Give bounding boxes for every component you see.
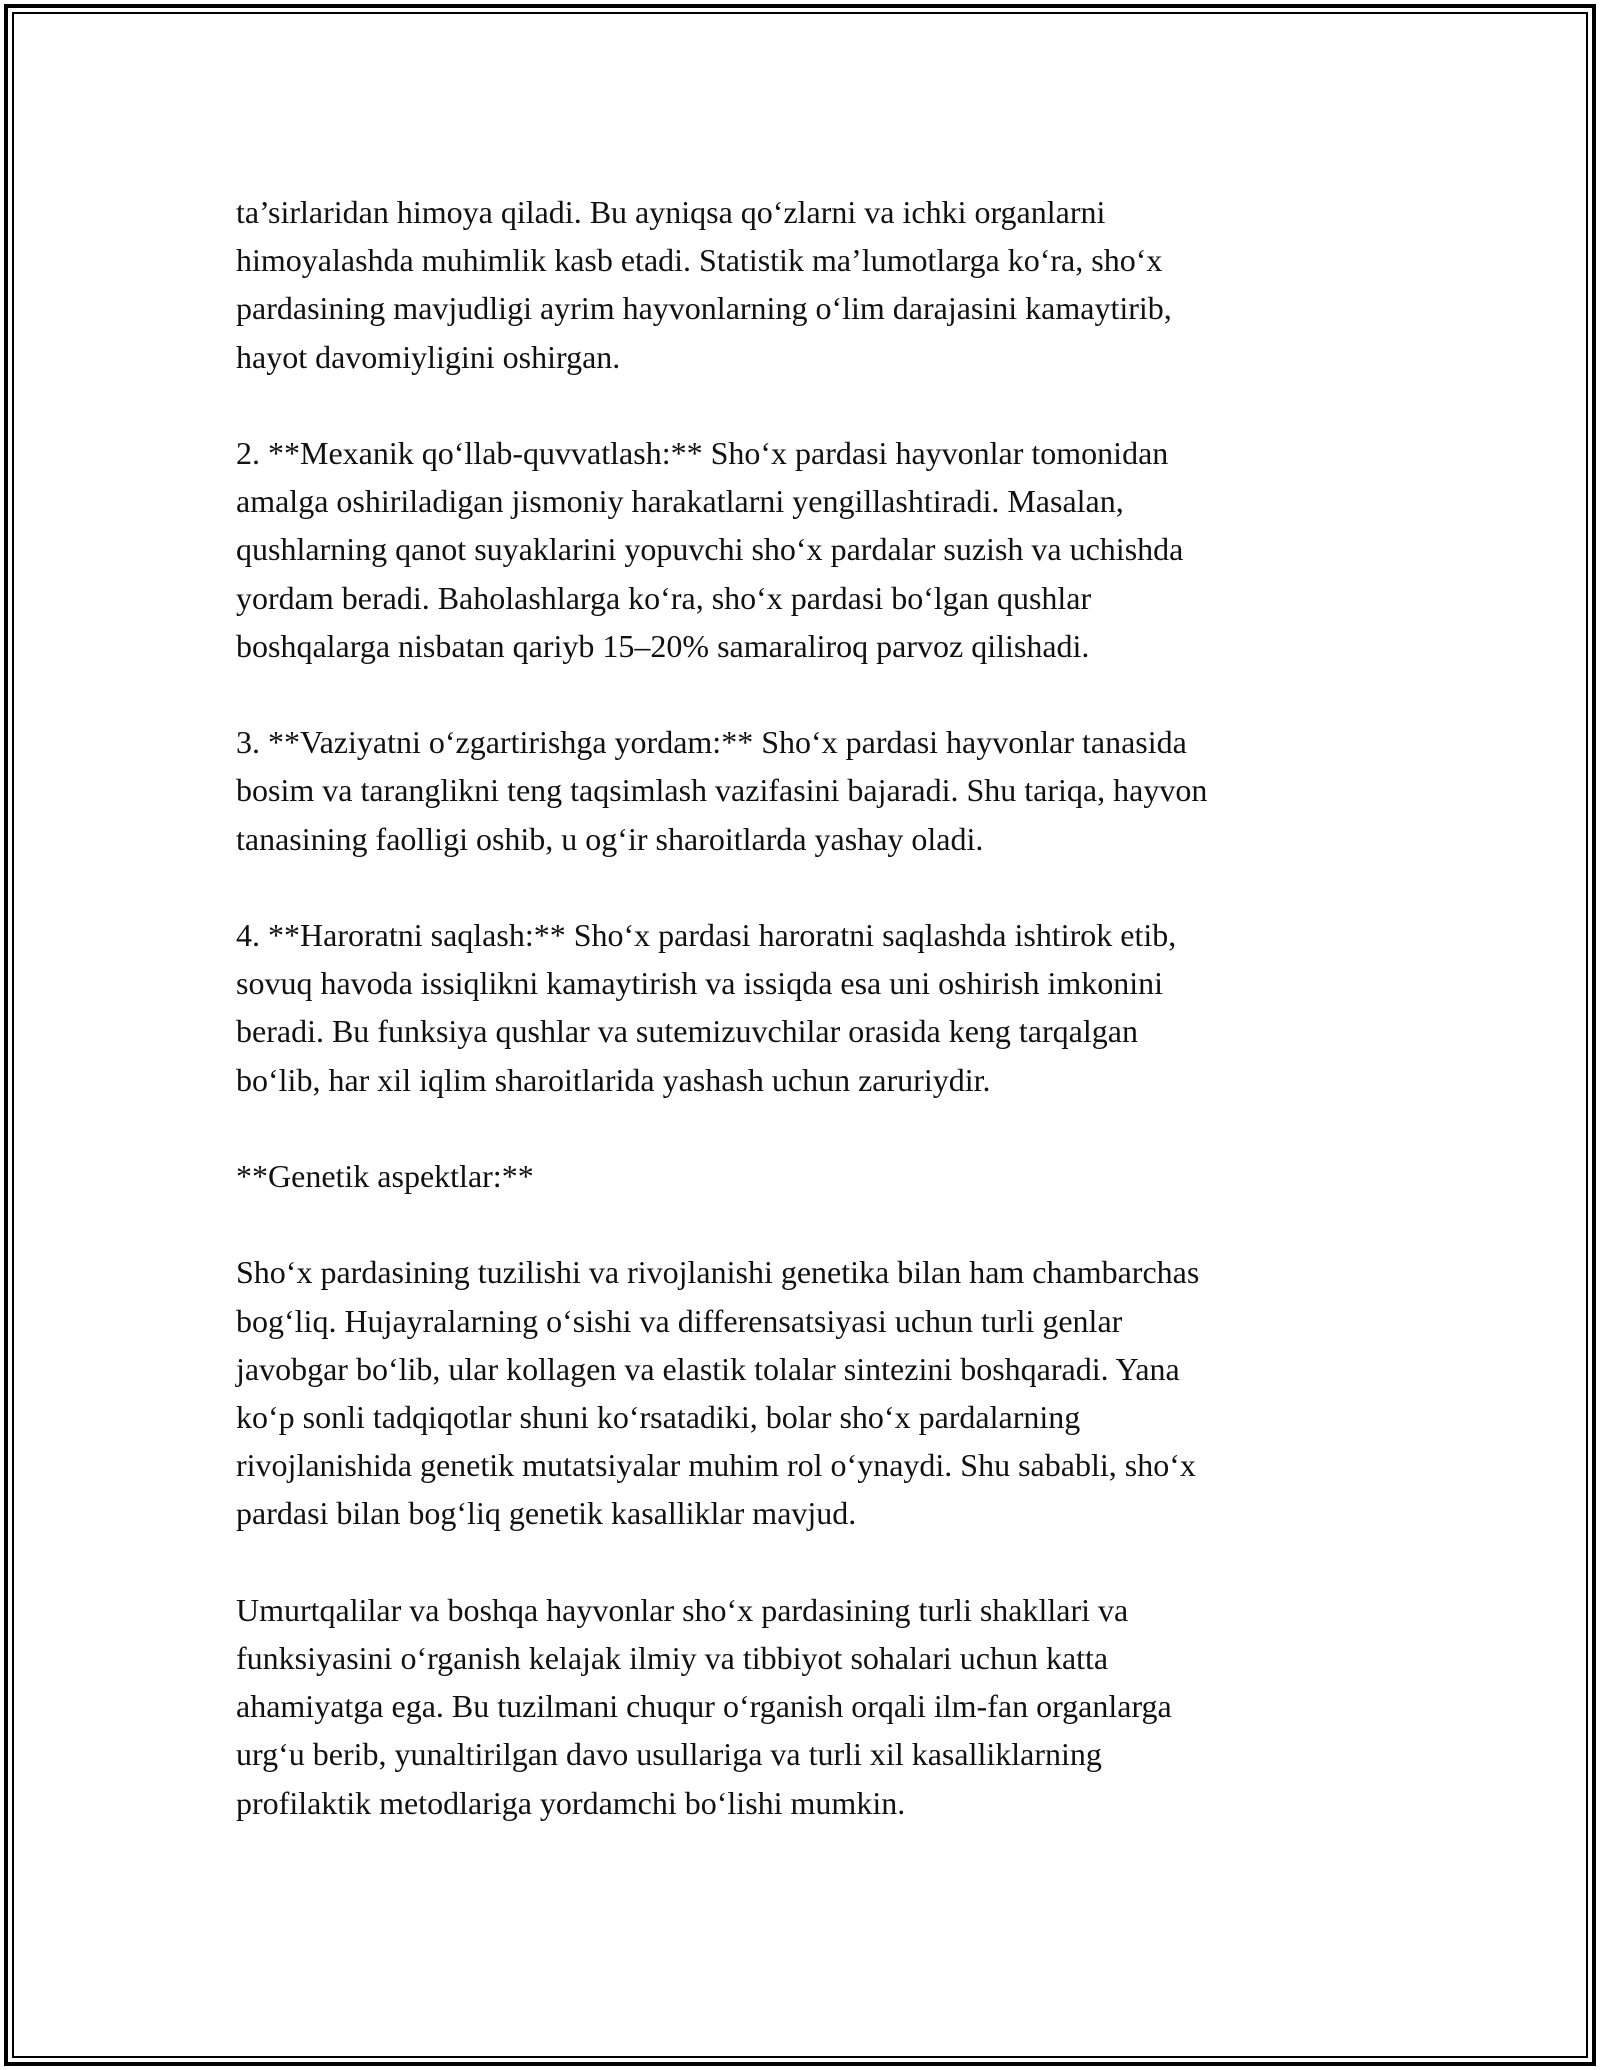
paragraph-position-change: 3. **Vaziyatni o‘zgartirishga yordam:** Sho‘x pardasi hayvonlar tanasida bosim va taranglikni teng taqsimlash vazifasini bajaradi. Shu tariqa, hayvon tanasining faolligi oshib, u og‘ir sharoitlarda yashay oladi. bbox=[236, 724, 1208, 857]
document-body bbox=[236, 188, 1366, 1875]
paragraph-temperature: 4. **Haroratni saqlash:** Sho‘x pardasi haroratni saqlashda ishtirok etib, sovuq havoda issiqlikni kamaytirish va issiqda esa uni oshirish imkonini beradi. Bu funksiya qushlar va sutemizuvchilar orasida keng tarqalgan bo‘lib, har xil iqlim sharoitlarida yashash uchun zaruriydir. bbox=[236, 917, 1177, 1098]
paragraph-mechanical-support: 2. **Mexanik qo‘llab-quvvatlash:** Sho‘x pardasi hayvonlar tomonidan amalga oshiriladigan jismoniy harakatlarni yengillashtiradi. Masalan, qushlarning qanot suyaklarini yopuvchi sho‘x pardalar suzish va uchishda yordam beradi. Baholashlarga ko‘ra, sho‘x pardasi bo‘lgan qushlar boshqalarga nisbatan qariyb 15–20% samaraliroq parvoz qilishadi. bbox=[236, 435, 1184, 664]
paragraph-conclusion: Umurtqalilar va boshqa hayvonlar sho‘x pardasining turli shakllari va funksiyasini o‘rganish kelajak ilmiy va tibbiyot sohalari uchun katta ahamiyatga ega. Bu tuzilmani chuqur o‘rganish orqali ilm-fan organlarga urg‘u berib, yunaltirilgan davo usullariga va turli xil kasalliklarning profilaktik metodlariga yordamchi bo‘lishi mumkin. bbox=[236, 1591, 1172, 1821]
section-heading-genetics: **Genetik aspektlar:** bbox=[236, 1158, 534, 1194]
paragraph-genetics: Sho‘x pardasining tuzilishi va rivojlanishi genetika bilan ham chambarchas bog‘liq. Hujayralarning o‘sishi va differensatsiyasi uchun turli genlar javobgar bo‘lib, ular kollagen va elastik tolalar sintezini boshqaradi. Yana ko‘p sonli tadqiqotlar shuni ko‘rsatadiki, bolar sho‘x pardalarning rivojlanishida genetik mutatsiyalar muhim rol o‘ynaydi. Shu sababli, sho‘x pardasi bilan bog‘liq genetik kasalliklar mavjud. bbox=[236, 1254, 1200, 1532]
paragraph-protection: ta’sirlaridan himoya qiladi. Bu ayniqsa qo‘zlarni va ichki organlarni himoyalashda muhimlik kasb etadi. Statistik ma’lumotlarga ko‘ra, sho‘x pardasining mavjudligi ayrim hayvonlarning o‘lim darajasini kamaytirib, hayot davomiyligini oshirgan. bbox=[236, 194, 1172, 375]
